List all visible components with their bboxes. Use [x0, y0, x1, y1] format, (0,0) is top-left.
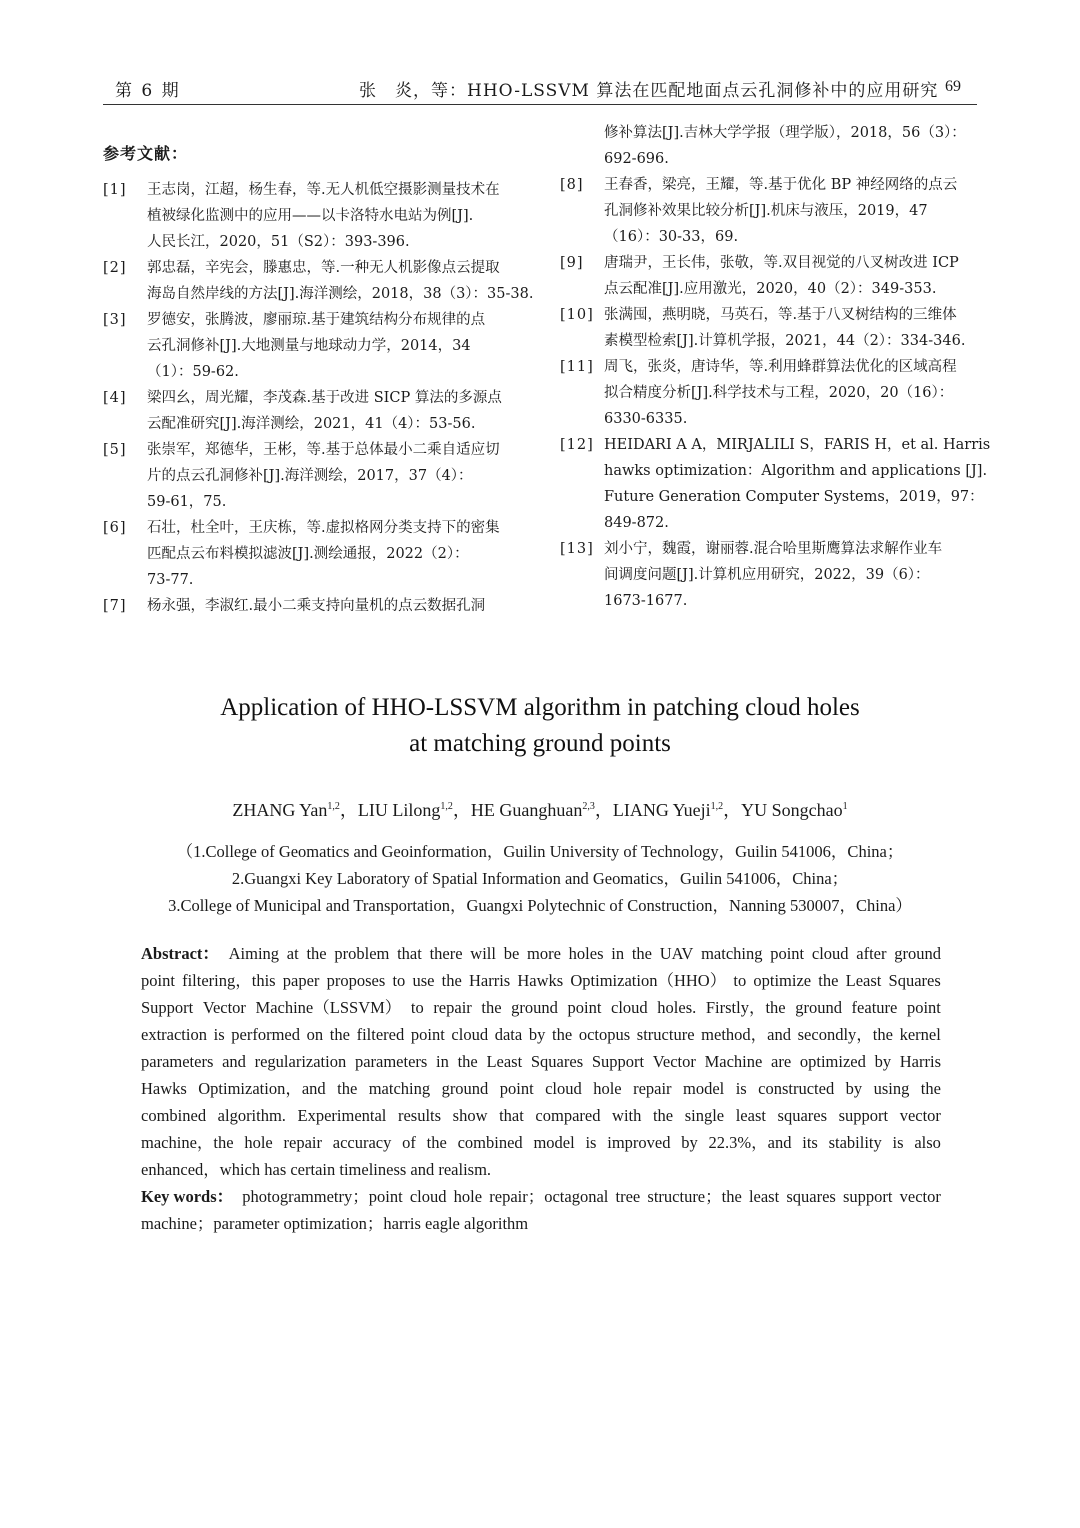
- abstract-word: tree: [615, 1187, 641, 1206]
- abstract-block: [141, 940, 941, 1237]
- english-title-line: at matching ground points: [409, 730, 671, 757]
- reference-text: [147, 307, 485, 385]
- abstract-word: parameters: [354, 1052, 428, 1071]
- abstract-word: Squares: [530, 1052, 584, 1071]
- abstract-line: [141, 1156, 941, 1183]
- abstract-word: stability: [828, 1133, 882, 1152]
- reference-line: 王春香，梁亮，王耀，等.基于优化 BP 神经网络的点云: [604, 177, 958, 193]
- abstract-word: regularization: [254, 1052, 347, 1071]
- abstract-word: is: [735, 1079, 747, 1098]
- abstract-word: least: [735, 1106, 766, 1125]
- abstract-word: point: [770, 944, 805, 963]
- reference-text: [604, 120, 966, 172]
- abstract-word: hole: [593, 1079, 622, 1098]
- abstract-word: in: [436, 1052, 449, 1071]
- reference-line: 张满囤，燕明晓，马英石，等.基于八叉树结构的三维体: [604, 307, 957, 323]
- reference-line: 修补算法[J].吉林大学学报（理学版），2018，56（3）：: [604, 125, 966, 141]
- abstract-word: structure: [636, 1025, 695, 1044]
- abstract-word: structure；the: [647, 1187, 742, 1206]
- reference-line: Future Generation Computer Systems，2019，97：: [604, 489, 984, 505]
- abstract-word: support: [843, 1187, 893, 1206]
- abstract-word: to: [392, 971, 406, 990]
- author-affiliation-mark: 1,2: [327, 801, 340, 812]
- reference-line: 点云配准[J].应用激光，2020，40（2）：349-353.: [604, 281, 937, 297]
- author-name: LIANG Yueji: [612, 800, 711, 820]
- abstract-word: are: [771, 1052, 792, 1071]
- abstract-word: Least: [486, 1052, 523, 1071]
- reference-line: 郭忠磊，辛宪会，滕惠忠，等.一种无人机影像点云提取: [147, 260, 500, 276]
- author-separator: ，: [452, 800, 471, 820]
- author-affiliation-mark: 1: [842, 801, 848, 812]
- reference-line: （1）：59-62.: [147, 364, 239, 380]
- reference-text: [604, 536, 942, 614]
- reference-number: [8]: [560, 177, 584, 193]
- abstract-word: Harris: [468, 971, 511, 990]
- abstract-word: point: [410, 1025, 445, 1044]
- reference-line: 素模型检索[J].计算机学报，2021，44（2）：334-346.: [604, 333, 966, 349]
- affiliation-line: 3.College of Municipal and Transportation，Guangxi Polytechnic of Construction，Nanning 530007，China）: [168, 896, 912, 915]
- reference-line: 孔洞修补效果比较分析[J].机床与液压，2019，47: [604, 203, 928, 219]
- abstract-word: combined: [141, 1106, 207, 1125]
- reference-line: 1673-1677.: [604, 593, 688, 609]
- reference-line: 梁四幺，周光耀，李茂森.基于改进 SICP 算法的多源点: [147, 390, 502, 406]
- author-separator: ，: [339, 800, 358, 820]
- abstract-line: [141, 1075, 941, 1102]
- abstract-word: the: [337, 1079, 358, 1098]
- abstract-word: will: [470, 944, 496, 963]
- abstract-word: extraction: [141, 1025, 207, 1044]
- reference-number: [13]: [560, 541, 594, 557]
- abstract-word: and: [222, 1052, 246, 1071]
- page-number: 69: [945, 78, 961, 95]
- abstract-word: the: [481, 998, 502, 1017]
- abstract-word: the: [441, 971, 462, 990]
- abstract-word: performed: [231, 1025, 300, 1044]
- abstract-word: cloud: [611, 998, 648, 1017]
- reference-line: 张崇军，郑德华，王彬，等.基于总体最小二乘自适应切: [147, 442, 500, 458]
- reference-text: [147, 515, 500, 593]
- abstract-word: least: [748, 1187, 780, 1206]
- abstract-line: [141, 1183, 941, 1210]
- running-title: 张 炎，等：HHO-LSSVM 算法在匹配地面点云孔洞修补中的应用研究: [359, 81, 939, 101]
- abstract-word: optimize: [753, 971, 812, 990]
- abstract-word: with: [612, 1106, 642, 1125]
- abstract-word: secondly，the: [797, 1025, 893, 1044]
- reference-number: [1]: [103, 182, 127, 198]
- abstract-word: point: [567, 998, 602, 1017]
- abstract-word: repair: [433, 998, 472, 1017]
- abstract-word: show: [452, 1106, 488, 1125]
- abstract-word: is: [213, 1025, 225, 1044]
- abstract-word: the: [329, 1025, 350, 1044]
- abstract-word: Squares: [888, 971, 941, 990]
- abstract-word: Aiming: [228, 944, 280, 963]
- reference-line: 海岛自然岸线的方法[J].海洋测绘，2018，38（3）：35-38.: [147, 286, 534, 302]
- reference-text: [604, 250, 959, 302]
- abstract-word: Optimization，and: [198, 1079, 326, 1098]
- abstract-word: accuracy: [332, 1133, 392, 1152]
- abstract-word: repair；octagonal: [489, 1187, 609, 1206]
- issue-number: 第 6 期: [115, 81, 181, 101]
- abstract-word: method，and: [701, 1025, 791, 1044]
- abstract-word: point: [499, 1079, 534, 1098]
- affiliations: [0, 838, 1080, 919]
- abstract-word: there: [429, 944, 463, 963]
- abstract-word: Harris: [899, 1052, 941, 1071]
- abstract-word: the: [457, 1052, 478, 1071]
- abstract-word: the: [920, 1079, 941, 1098]
- reference-number: [5]: [103, 442, 127, 458]
- abstract-word: support: [838, 1106, 889, 1125]
- reference-line: 植被绿化监测中的应用——以卡洛特水电站为例[J].: [147, 208, 474, 224]
- abstract-line: [141, 1048, 941, 1075]
- reference-line: HEIDARI A A，MIRJALILI S，FARIS H，et al. Harris: [604, 437, 991, 453]
- reference-line: 849-872.: [604, 515, 669, 531]
- abstract-word: cloud: [811, 944, 849, 963]
- abstract-word: to: [410, 998, 424, 1017]
- abstract-word: is: [892, 1133, 904, 1152]
- abstract-word: repair: [633, 1079, 672, 1098]
- affiliation-line: （1.College of Geomatics and Geoinformation，Guilin University of Technology，Guilin 541006，China；: [176, 842, 904, 861]
- abstract-word: UAV: [659, 944, 694, 963]
- abstract-word: by: [874, 1052, 892, 1071]
- abstract-line: [141, 1129, 941, 1156]
- running-header: [103, 74, 977, 105]
- author-name: YU Songchao: [741, 800, 843, 820]
- reference-line: 人民长江，2020，51（S2）：393-396.: [147, 234, 410, 250]
- abstract-word: 22.3%，and: [708, 1133, 792, 1152]
- abstract-word: Machine（LSSVM）: [255, 998, 402, 1017]
- abstract-word: Firstly，the: [705, 998, 786, 1017]
- abstract-word: paper: [282, 971, 320, 990]
- reference-line: 唐瑞尹，王长伟，张敬，等.双目视觉的八叉树改进 ICP: [604, 255, 959, 271]
- abstract-label: Abstract：: [141, 944, 219, 963]
- abstract-word: be: [503, 944, 520, 963]
- abstract-word: of: [402, 1133, 416, 1152]
- abstract-word: Hawks: [141, 1079, 187, 1098]
- abstract-word: single: [684, 1106, 725, 1125]
- abstract-word: vector: [899, 1187, 941, 1206]
- author-separator: ，: [723, 800, 742, 820]
- abstract-word: photogrammetry；point: [242, 1187, 403, 1206]
- abstract-word: also: [914, 1133, 941, 1152]
- abstract-word: results: [397, 1106, 442, 1125]
- reference-line: 73-77.: [147, 572, 194, 588]
- author-list: [0, 796, 1080, 822]
- abstract-word: at: [286, 944, 299, 963]
- abstract-word: Vector: [202, 998, 246, 1017]
- abstract-word: hole: [453, 1187, 483, 1206]
- abstract-word: octopus: [578, 1025, 631, 1044]
- reference-line: 云配准研究[J].海洋测绘，2021，41（4）：53-56.: [147, 416, 476, 432]
- abstract-word: the: [426, 1133, 447, 1152]
- reference-number: [9]: [560, 255, 584, 271]
- abstract-word: after: [856, 944, 887, 963]
- abstract-word: cloud: [545, 1079, 582, 1098]
- reference-number: [4]: [103, 390, 127, 406]
- abstract-word: by: [845, 1079, 863, 1098]
- abstract-word: in: [611, 944, 625, 963]
- english-title: [0, 690, 1080, 762]
- author-affiliation-mark: 2,3: [582, 801, 595, 812]
- reference-line: 石壮，杜全叶，王庆栋，等.虚拟格网分类支持下的密集: [147, 520, 500, 536]
- abstract-label: Key words：: [141, 1187, 234, 1206]
- abstract-word: to: [733, 971, 747, 990]
- author-affiliation-mark: 1,2: [710, 801, 724, 812]
- abstract-word: ground: [795, 998, 842, 1017]
- reference-line: 云孔洞修补[J].大地测量与地球动力学，2014，34: [147, 338, 471, 354]
- abstract-word: use: [412, 971, 435, 990]
- abstract-word: proposes: [326, 971, 386, 990]
- abstract-word: machine，the: [141, 1133, 234, 1152]
- abstract-word: cloud: [409, 1187, 447, 1206]
- abstract-word: Hawks: [517, 971, 564, 990]
- abstract-word: ground: [511, 998, 558, 1017]
- reference-line: 59-61，75.: [147, 494, 227, 510]
- reference-line: 6330-6335.: [604, 411, 688, 427]
- abstract-word: point: [906, 998, 941, 1017]
- abstract-word: point: [141, 971, 175, 990]
- reference-line: （16）：30-33，69.: [604, 229, 739, 245]
- reference-number: [10]: [560, 307, 594, 323]
- author-name: HE Guanghuan: [470, 800, 583, 820]
- abstract-text: enhanced，which has certain timeliness and realism.: [141, 1160, 492, 1179]
- reference-line: 刘小宁，魏霞，谢丽蓉.混合哈里斯鹰算法求解作业车: [604, 541, 943, 557]
- abstract-word: squares: [786, 1187, 836, 1206]
- abstract-word: matching: [701, 944, 763, 963]
- reference-number: [11]: [560, 359, 594, 375]
- author-name: ZHANG Yan: [232, 800, 328, 820]
- abstract-word: more: [527, 944, 561, 963]
- reference-text: [147, 385, 502, 437]
- reference-line: 间调度问题[J].计算机应用研究，2022，39（6）：: [604, 567, 930, 583]
- abstract-word: that: [397, 944, 422, 963]
- abstract-word: ground: [894, 944, 941, 963]
- reference-number: [7]: [103, 598, 127, 614]
- abstract-word: Support: [591, 1052, 645, 1071]
- reference-text: [604, 302, 965, 354]
- reference-line: 周飞，张炎，唐诗华，等.利用蜂群算法优化的区域高程: [604, 359, 957, 375]
- abstract-word: Support: [141, 998, 194, 1017]
- abstract-word: cloud: [451, 1025, 489, 1044]
- reference-number: [12]: [560, 437, 594, 453]
- reference-line: 罗德安，张腾波，廖丽琼.基于建筑结构分布规律的点: [147, 312, 486, 328]
- abstract-word: feature: [851, 998, 898, 1017]
- abstract-word: Machine: [704, 1052, 763, 1071]
- abstract-word: vector: [899, 1106, 941, 1125]
- abstract-word: model: [683, 1079, 725, 1098]
- abstract-word: data: [494, 1025, 523, 1044]
- abstract-word: matching: [368, 1079, 431, 1098]
- reference-line: 王志岗，江超，杨生春，等.无人机低空摄影测量技术在: [147, 182, 500, 198]
- abstract-word: the: [631, 944, 652, 963]
- reference-text: [147, 437, 500, 515]
- reference-line: 拟合精度分析[J].科学技术与工程，2020，20（16）：: [604, 385, 954, 401]
- abstract-word: ground: [441, 1079, 489, 1098]
- abstract-word: kernel: [899, 1025, 941, 1044]
- abstract-word: constructed: [758, 1079, 835, 1098]
- reference-text: [604, 172, 957, 250]
- reference-text: [604, 354, 957, 432]
- reference-number: [3]: [103, 312, 127, 328]
- abstract-word: the: [306, 944, 327, 963]
- abstract-line: [141, 1021, 941, 1048]
- reference-text: [147, 255, 533, 307]
- abstract-word: holes: [568, 944, 604, 963]
- abstract-word: parameters: [141, 1052, 214, 1071]
- abstract-word: Optimization（HHO）: [570, 971, 727, 990]
- abstract-word: on: [306, 1025, 324, 1044]
- reference-line: hawks optimization：Algorithm and applications [J].: [604, 463, 988, 479]
- abstract-text: machine；parameter optimization；harris eagle algorithm: [141, 1214, 529, 1233]
- author-affiliation-mark: 1,2: [440, 801, 453, 812]
- abstract-word: optimized: [799, 1052, 866, 1071]
- abstract-word: squares: [777, 1106, 828, 1125]
- abstract-line: [141, 1210, 941, 1237]
- reference-line: 片的点云孔洞修补[J].海洋测绘，2017，37（4）：: [147, 468, 473, 484]
- abstract-word: model: [533, 1133, 575, 1152]
- abstract-word: algorithm.: [217, 1106, 286, 1125]
- abstract-word: its: [802, 1133, 818, 1152]
- abstract-word: filtered: [356, 1025, 405, 1044]
- abstract-word: by: [528, 1025, 546, 1044]
- abstract-word: the: [818, 971, 839, 990]
- reference-text: [147, 593, 485, 619]
- abstract-word: is: [585, 1133, 597, 1152]
- abstract-word: combined: [457, 1133, 523, 1152]
- reference-line: 匹配点云布料模拟滤波[J].测绘通报，2022（2）：: [147, 546, 469, 562]
- abstract-word: by: [681, 1133, 698, 1152]
- abstract-word: Vector: [652, 1052, 696, 1071]
- abstract-word: filtering，this: [182, 971, 276, 990]
- reference-line: 692-696.: [604, 151, 669, 167]
- abstract-word: that: [499, 1106, 524, 1125]
- abstract-line: [141, 1102, 941, 1129]
- abstract-line: [141, 967, 941, 994]
- reference-text: [604, 432, 990, 536]
- author-name: LIU Lilong: [357, 800, 441, 820]
- abstract-word: holes.: [657, 998, 697, 1017]
- abstract-line: [141, 994, 941, 1021]
- english-title-line: Application of HHO-LSSVM algorithm in patching cloud holes: [220, 694, 860, 721]
- author-separator: ，: [594, 800, 613, 820]
- abstract-word: Experimental: [297, 1106, 387, 1125]
- references-heading: 参考文献：: [103, 144, 189, 163]
- abstract-word: hole: [244, 1133, 273, 1152]
- reference-text: [147, 177, 500, 255]
- abstract-word: problem: [334, 944, 390, 963]
- abstract-word: compared: [535, 1106, 601, 1125]
- abstract-word: improved: [607, 1133, 671, 1152]
- reference-number: [6]: [103, 520, 127, 536]
- abstract-word: Least: [845, 971, 882, 990]
- abstract-word: using: [873, 1079, 910, 1098]
- reference-line: 杨永强，李淑红.最小二乘支持向量机的点云数据孔洞: [147, 598, 486, 614]
- abstract-word: the: [652, 1106, 674, 1125]
- abstract-line: [141, 940, 941, 967]
- abstract-word: repair: [283, 1133, 322, 1152]
- abstract-word: the: [552, 1025, 573, 1044]
- reference-number: [2]: [103, 260, 127, 276]
- affiliation-line: 2.Guangxi Key Laboratory of Spatial Information and Geomatics，Guilin 541006，China；: [231, 869, 849, 888]
